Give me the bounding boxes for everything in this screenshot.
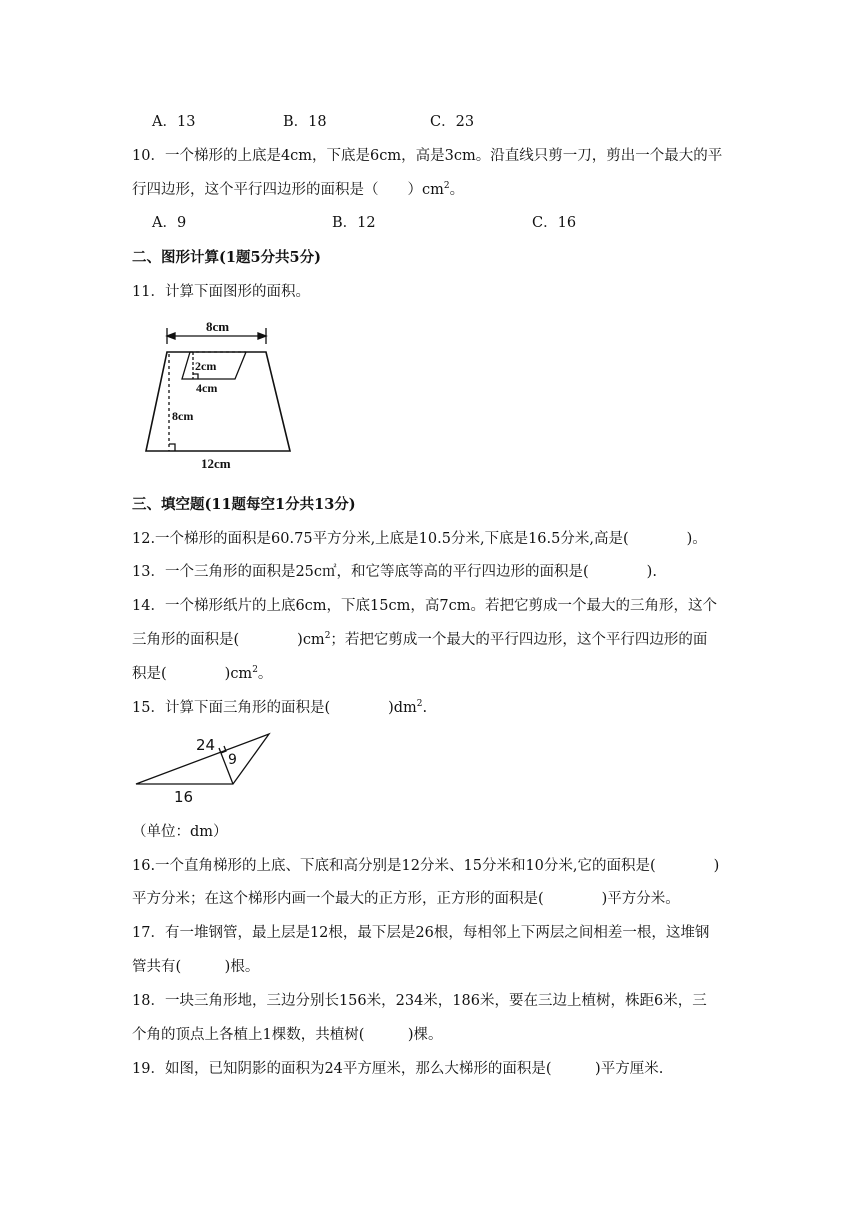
fig11-inner-base-label: 4cm: [196, 381, 218, 395]
q12-text: 12.一个梯形的面积是60.75平方分米,上底是10.5分米,下底是16.5分米,高是( )。: [132, 531, 707, 547]
q10-option-a: A．9: [152, 215, 187, 231]
q9-option-b: B．18: [283, 114, 327, 130]
q10-option-b: B．12: [332, 215, 376, 231]
q14-line2: 三角形的面积是( )$cm^2$；若把它剪成一个最大的平行四边形，这个平行四边形的面: [132, 631, 708, 648]
q19-text: 19．如图，已知阴影的面积为24平方厘米，那么大梯形的面积是( )平方厘米.: [132, 1061, 664, 1077]
q15-triangle-figure: [132, 728, 272, 810]
fig15-height-label: 9: [228, 752, 237, 768]
q14-line3: 积是( )$cm^2$。: [132, 665, 273, 682]
q16-line1: 16.一个直角梯形的上底、下底和高分别是12分米、15分米和10分米,它的面积是( ): [132, 858, 720, 874]
q14-line1: 14．一个梯形纸片的上底6cm，下底15cm，高7cm。若把它剪成一个最大的三角形，这个: [132, 598, 717, 614]
q17-line2: 管共有( )根。: [132, 959, 260, 975]
fig11-bottom-label: 12cm: [201, 456, 231, 471]
q10-line1: 10．一个梯形的上底是4cm，下底是6cm，高是3cm。沿直线只剪一刀，剪出一个最大的平: [132, 148, 723, 164]
q15-text: 15．计算下面三角形的面积是( )$dm^2$.: [132, 699, 428, 716]
fig15-base-label: 16: [174, 788, 194, 806]
fig11-inner-height-label: 2cm: [195, 359, 217, 373]
fig11-height-label: 8cm: [172, 409, 194, 423]
fig11-top-label: 8cm: [206, 319, 230, 334]
q17-line1: 17．有一堆钢管，最上层是12根，最下层是26根，每相邻上下两层之间相差一根，这堆钢: [132, 925, 710, 941]
q10-line2: 行四边形，这个平行四边形的面积是（ ）$cm^2$。: [132, 181, 465, 198]
q11-trapezoid-figure: [138, 318, 298, 474]
q13-text: 13．一个三角形的面积是25c㎡，和它等底等高的平行四边形的面积是( ).: [132, 564, 657, 580]
fig15-side-label: 24: [196, 736, 216, 754]
unit-note: （单位：dm）: [132, 824, 228, 840]
q16-line2: 平方分米；在这个梯形内画一个最大的正方形，正方形的面积是( )平方分米。: [132, 891, 680, 907]
q18-line2: 个角的顶点上各植上1棵数，共植树( )棵。: [132, 1027, 443, 1043]
q18-line1: 18．一块三角形地，三边分别长156米，234米，186米，要在三边上植树，株距6米，三: [132, 993, 707, 1009]
q9-option-a: A．13: [152, 114, 196, 130]
section-3-heading: 三、填空题(11题每空1分共13分): [132, 496, 356, 513]
section-2-heading: 二、图形计算(1题5分共5分): [132, 249, 321, 266]
q10-option-c: C．16: [532, 215, 577, 231]
q11-text: 11．计算下面图形的面积。: [132, 284, 310, 300]
q9-option-c: C．23: [430, 114, 475, 130]
